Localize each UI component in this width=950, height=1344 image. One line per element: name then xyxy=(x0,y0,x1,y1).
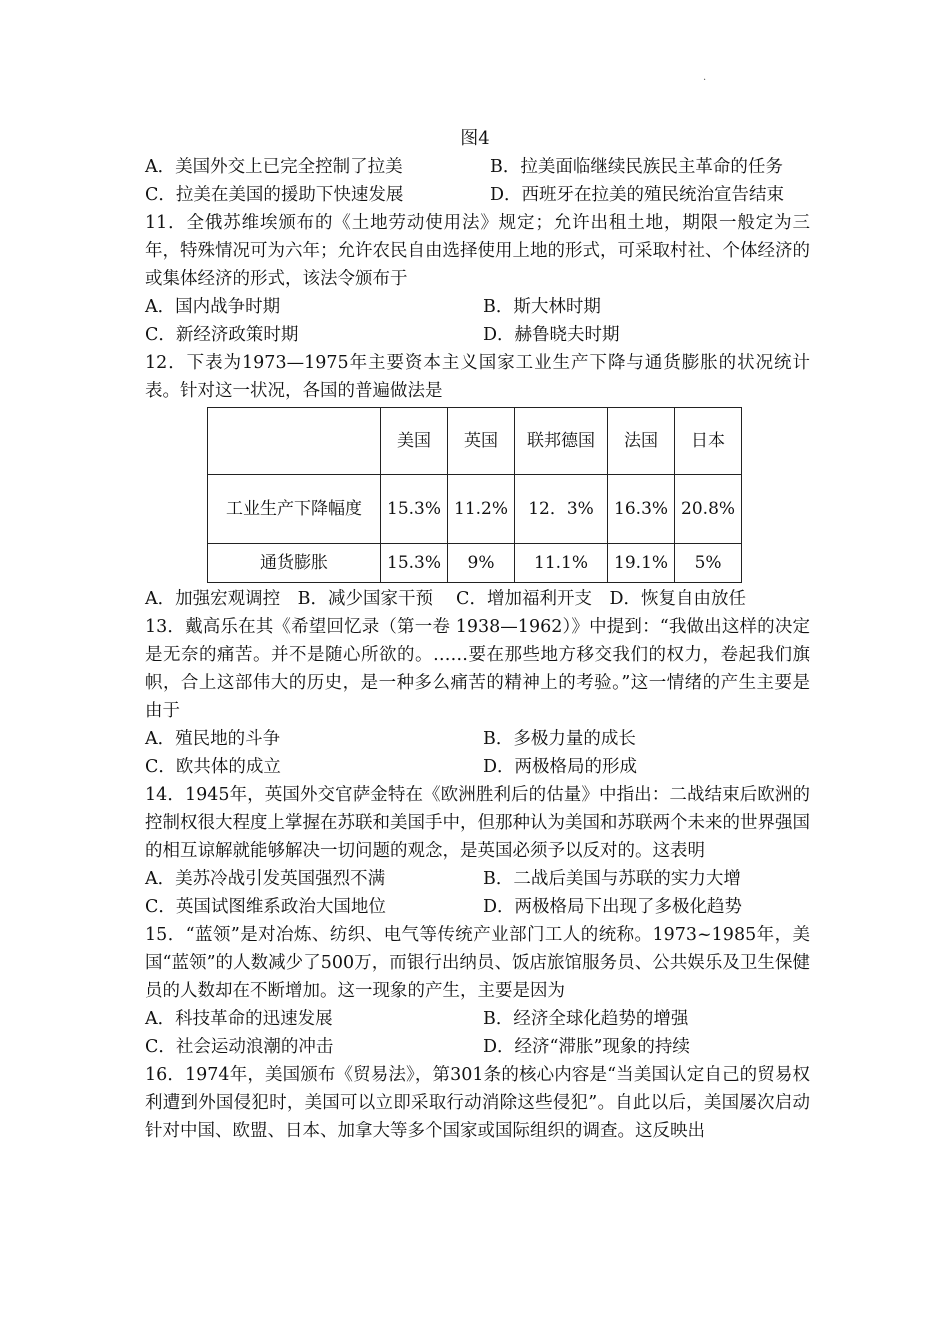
table-cell: 15.3% xyxy=(381,475,448,544)
q11-option-b: B．斯大林时期 xyxy=(483,297,601,317)
table-header-cell: 法国 xyxy=(608,408,675,475)
table-cell: 15.3% xyxy=(381,544,448,583)
q15-option-a: A．科技革命的迅速发展 xyxy=(145,1009,333,1029)
q14-option-a: A．美苏冷战引发英国强烈不满 xyxy=(145,869,386,889)
header-mark: . xyxy=(703,72,707,83)
q14-options-row-2 xyxy=(145,893,810,921)
q13-stem: 13．戴高乐在其《希望回忆录（第一卷 1938—1962）》中提到：“我做出这样的决定是无奈的痛苦。并不是随心所欲的。……要在那些地方移交我们的权力，卷起我们旗帜，合上这部伟大的历史，是一种多么痛苦的精神上的考验。”这一情绪的产生主要是由于 xyxy=(145,617,810,721)
table-row xyxy=(208,475,742,544)
q11-option-a: A．国内战争时期 xyxy=(145,297,281,317)
table-header-cell: 日本 xyxy=(675,408,742,475)
q12-stem: 12．下表为1973—1975年主要资本主义国家工业生产下降与通货膨胀的状况统计表。针对这一状况，各国的普遍做法是 xyxy=(145,353,810,401)
q15-option-d: D．经济“滞胀”现象的持续 xyxy=(483,1037,690,1057)
q13-option-d: D．两极格局的形成 xyxy=(483,757,638,777)
q14-option-d: D．两极格局下出现了多极化趋势 xyxy=(483,897,743,917)
q11-option-c: C．新经济政策时期 xyxy=(145,325,299,345)
table-header-cell: 美国 xyxy=(381,408,448,475)
table-cell: 9% xyxy=(448,544,515,583)
q14-option-c: C．英国试图维系政治大国地位 xyxy=(145,897,386,917)
q15-stem: 15．“蓝领”是对冶炼、纺织、电气等传统产业部门工人的统称。1973~1985年，美国“蓝领”的人数减少了500万，而银行出纳员、饭店旅馆服务员、公共娱乐及卫生保健员的人数却在不断增加。这一现象的产生，主要是因为 xyxy=(145,925,810,1001)
q13-option-a: A．殖民地的斗争 xyxy=(145,729,281,749)
q15-options-row-1 xyxy=(145,1005,810,1033)
table-cell: 19.1% xyxy=(608,544,675,583)
q11-options-row-1 xyxy=(145,293,810,321)
q12-data-table xyxy=(207,407,742,583)
table-header-cell: 联邦德国 xyxy=(515,408,608,475)
q10-options-row-2 xyxy=(145,181,810,209)
table-cell: 16.3% xyxy=(608,475,675,544)
q14-stem: 14．1945年，英国外交官萨金特在《欧洲胜利后的估量》中指出：二战结束后欧洲的控制权很大程度上掌握在苏联和美国手中，但那种认为美国和苏联两个未来的世界强国的相互谅解就能够解决一切问题的观念，是英国必须予以反对的。这表明 xyxy=(145,785,810,861)
table-header-row xyxy=(208,408,742,475)
table-row-label: 通货膨胀 xyxy=(208,544,381,583)
q10-option-a: A．美国外交上已完全控制了拉美 xyxy=(145,157,403,177)
table-header-cell: 英国 xyxy=(448,408,515,475)
q14-options-row-1 xyxy=(145,865,810,893)
q11-option-d: D．赫鲁晓夫时期 xyxy=(483,325,620,345)
table-header-cell xyxy=(208,408,381,475)
q11-stem: 11．全俄苏维埃颁布的《土地劳动使用法》规定；允许出租土地，期限一般定为三年，特殊情况可为六年；允许农民自由选择使用上地的形式，可采取村社、个体经济的或集体经济的形式，该法令颁布于 xyxy=(145,213,810,289)
q13-options-row-2 xyxy=(145,753,810,781)
question-content xyxy=(145,153,810,1145)
table-row-label: 工业生产下降幅度 xyxy=(208,475,381,544)
table-cell: 12．3% xyxy=(515,475,608,544)
q11-options-row-2 xyxy=(145,321,810,349)
q15-option-c: C．社会运动浪潮的冲击 xyxy=(145,1037,334,1057)
q12-options: A．加强宏观调控 B．减少国家干预 C．增加福利开支 D．恢复自由放任 xyxy=(145,589,746,609)
table-cell: 11.1% xyxy=(515,544,608,583)
q15-options-row-2 xyxy=(145,1033,810,1061)
table-cell: 11.2% xyxy=(448,475,515,544)
q10-option-b: B．拉美面临继续民族民主革命的任务 xyxy=(490,157,783,177)
q10-option-c: C．拉美在美国的援助下快速发展 xyxy=(145,185,404,205)
table-row xyxy=(208,544,742,583)
figure-caption: 图4 xyxy=(460,128,490,149)
table-cell: 20.8% xyxy=(675,475,742,544)
q15-option-b: B．经济全球化趋势的增强 xyxy=(483,1009,689,1029)
q13-options-row-1 xyxy=(145,725,810,753)
q16-stem: 16．1974年，美国颁布《贸易法》，第301条的核心内容是“当美国认定自己的贸易权利遭到外国侵犯时，美国可以立即采取行动消除这些侵犯”。自此以后，美国屡次启动针对中国、欧盟、日本、加拿大等多个国家或国际组织的调查。这反映出 xyxy=(145,1065,810,1141)
table-cell: 5% xyxy=(675,544,742,583)
q14-option-b: B．二战后美国与苏联的实力大增 xyxy=(483,869,741,889)
q13-option-c: C．欧共体的成立 xyxy=(145,757,281,777)
q13-option-b: B．多极力量的成长 xyxy=(483,729,636,749)
q10-option-d: D．西班牙在拉美的殖民统治宣告结束 xyxy=(490,185,785,205)
q10-options-row-1 xyxy=(145,153,810,181)
